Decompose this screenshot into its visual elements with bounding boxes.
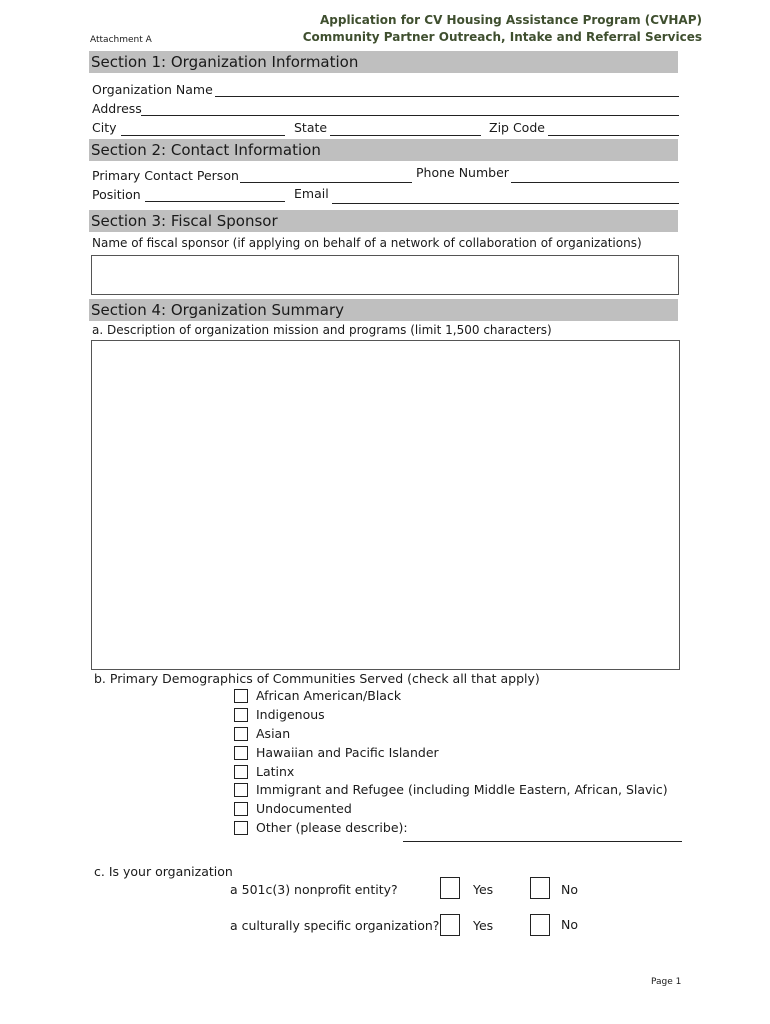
fiscal-sponsor-field[interactable] <box>91 255 679 295</box>
contact-person-field[interactable] <box>240 182 412 183</box>
checkbox-asian[interactable] <box>234 727 248 741</box>
section3-heading: Section 3: Fiscal Sponsor <box>89 210 678 232</box>
nonprofit-question: a 501c(3) nonprofit entity? <box>230 882 398 897</box>
fiscal-sponsor-label: Name of fiscal sponsor (if applying on behalf of a network of collaboration of organizations) <box>92 236 642 250</box>
checkbox-undocumented[interactable] <box>234 802 248 816</box>
form-title-line1: Application for CV Housing Assistance Program (CVHAP) <box>319 13 702 27</box>
culturally-specific-question: a culturally specific organization? <box>230 918 440 933</box>
org-name-label: Organization Name <box>92 82 213 97</box>
mission-label: a. Description of organization mission and programs (limit 1,500 characters) <box>92 323 552 337</box>
section2-heading: Section 2: Contact Information <box>89 139 678 161</box>
position-field[interactable] <box>145 201 285 202</box>
page-number: Page 1 <box>651 977 682 987</box>
culturally-specific-yes-label: Yes <box>473 918 494 933</box>
phone-label: Phone Number <box>416 165 509 180</box>
checkbox-label: Immigrant and Refugee (including Middle Eastern, African, Slavic) <box>256 782 668 797</box>
org-name-field[interactable] <box>215 96 679 97</box>
city-label: City <box>92 120 117 135</box>
contact-person-label: Primary Contact Person <box>92 168 239 183</box>
nonprofit-no-label: No <box>561 882 578 897</box>
section4-heading: Section 4: Organization Summary <box>89 299 678 321</box>
nonprofit-yes-checkbox[interactable] <box>440 877 460 899</box>
checkbox-label: Indigenous <box>256 707 325 722</box>
checkbox-hawaiian-pacific-islander[interactable] <box>234 746 248 760</box>
address-field[interactable] <box>141 115 679 116</box>
position-label: Position <box>92 187 141 202</box>
checkbox-immigrant-refugee[interactable] <box>234 783 248 797</box>
mission-textarea[interactable] <box>91 340 680 670</box>
address-label: Address <box>92 101 142 116</box>
section1-heading: Section 1: Organization Information <box>89 51 678 73</box>
nonprofit-yes-label: Yes <box>473 882 494 897</box>
phone-field[interactable] <box>511 182 679 183</box>
checkbox-label: Undocumented <box>256 801 352 816</box>
culturally-specific-yes-checkbox[interactable] <box>440 914 460 936</box>
org-question-label: c. Is your organization <box>94 864 233 879</box>
zip-label: Zip Code <box>489 120 545 135</box>
form-title <box>303 12 702 46</box>
checkbox-other[interactable] <box>234 821 248 835</box>
checkbox-african-american[interactable] <box>234 689 248 703</box>
culturally-specific-no-checkbox[interactable] <box>530 914 550 936</box>
checkbox-label: Hawaiian and Pacific Islander <box>256 745 439 760</box>
state-label: State <box>294 120 328 135</box>
email-label: Email <box>294 186 329 201</box>
checkbox-label: Asian <box>256 726 291 741</box>
demographics-label: b. Primary Demographics of Communities Served (check all that apply) <box>94 671 540 686</box>
checkbox-label: African American/Black <box>256 688 402 703</box>
checkbox-indigenous[interactable] <box>234 708 248 722</box>
checkbox-label: Latinx <box>256 764 295 779</box>
culturally-specific-no-label: No <box>561 917 578 932</box>
state-field[interactable] <box>330 135 481 136</box>
checkbox-label: Other (please describe): <box>256 820 408 835</box>
nonprofit-no-checkbox[interactable] <box>530 877 550 899</box>
attachment-label: Attachment A <box>90 35 152 45</box>
other-describe-field[interactable] <box>403 841 682 842</box>
city-field[interactable] <box>121 135 285 136</box>
email-field[interactable] <box>332 203 679 204</box>
zip-field[interactable] <box>548 135 679 136</box>
form-title-line2: Community Partner Outreach, Intake and Referral Services <box>302 30 702 44</box>
checkbox-latinx[interactable] <box>234 765 248 779</box>
